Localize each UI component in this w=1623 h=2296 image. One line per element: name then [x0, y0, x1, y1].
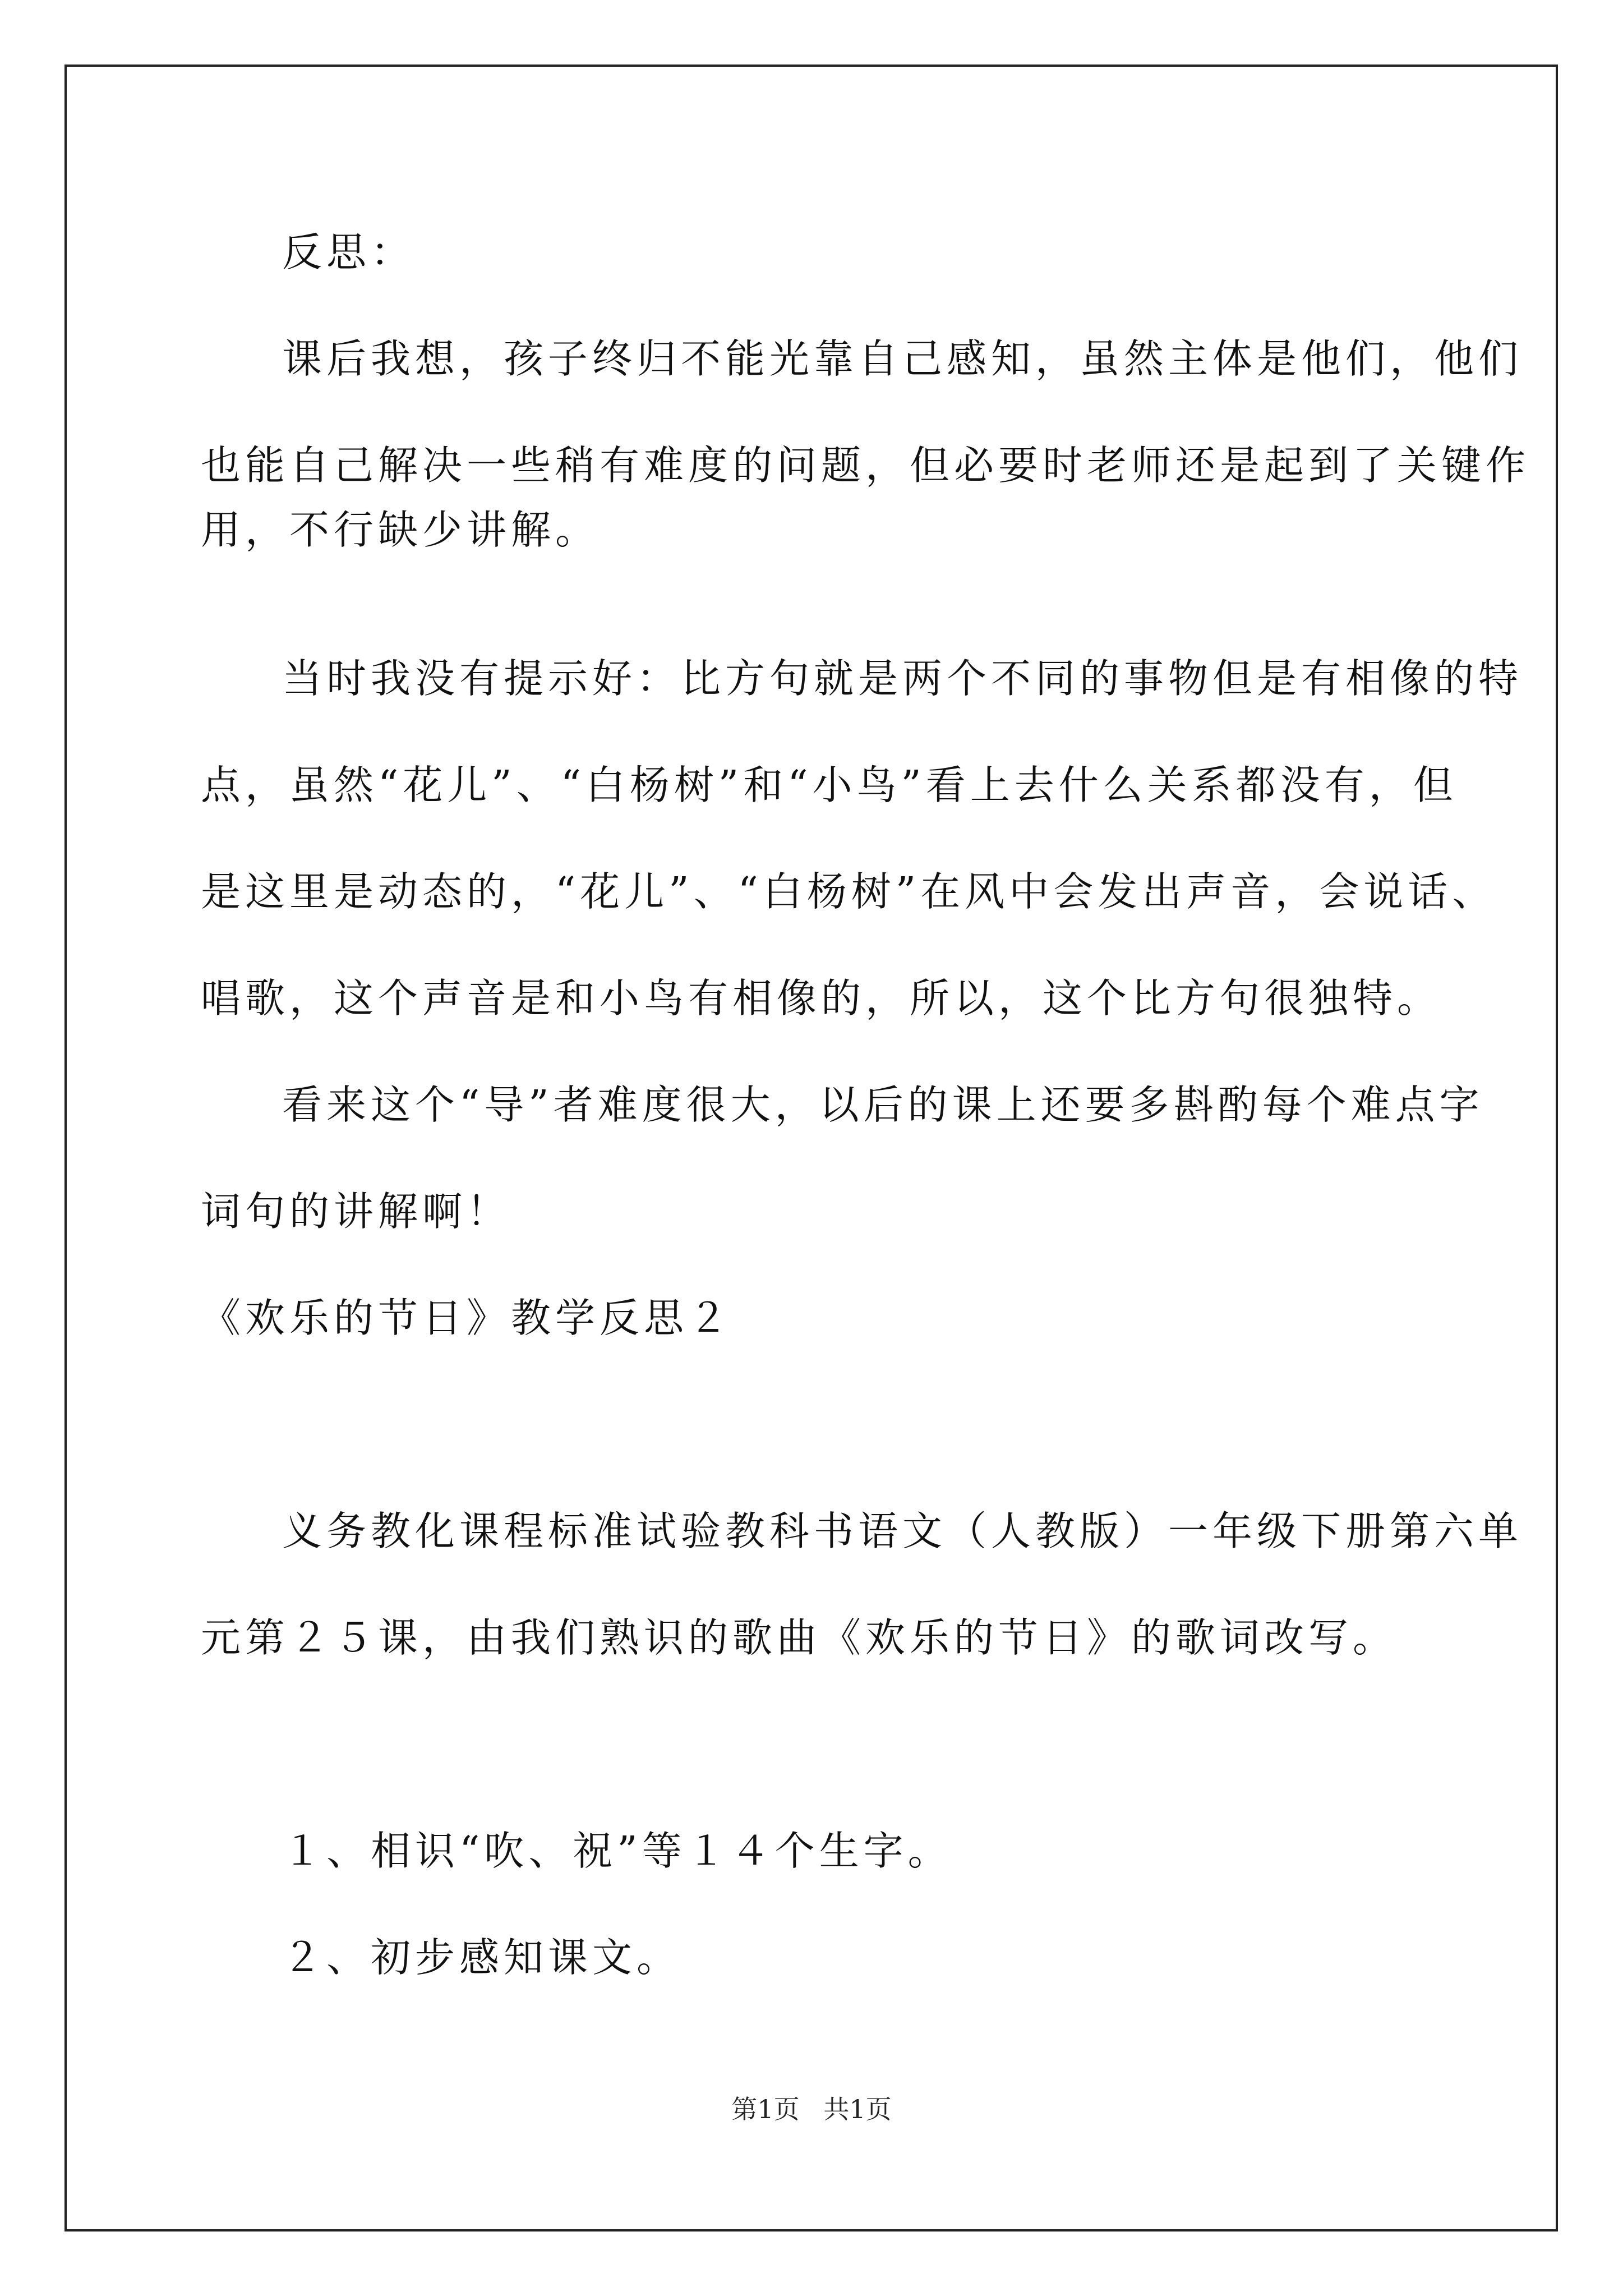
- paragraph-line: 课后我想，孩子终归不能光靠自己感知，虽然主体是他们，他们: [282, 335, 1523, 382]
- paragraph-line: 当时我没有提示好：比方句就是两个不同的事物但是有相像的特: [282, 655, 1523, 702]
- paragraph-line: 元第２５课，由我们熟识的歌曲《欢乐的节日》的歌词改写。: [201, 1614, 1398, 1661]
- paragraph-line: 也能自己解决一些稍有难度的问题，但必要时老师还是起到了关键作: [201, 442, 1530, 489]
- reflection-heading: 反思：: [282, 229, 416, 275]
- page-number: 第1页: [731, 2094, 800, 2124]
- paragraph-line: 看来这个“导”者难度很大，以后的课上还要多斟酌每个难点字: [282, 1082, 1484, 1128]
- list-item: ２、初步感知课文。: [282, 1934, 681, 1981]
- section-title: 《欢乐的节日》教学反思２: [201, 1295, 733, 1341]
- page-footer: [0, 2092, 1623, 2126]
- page-border: [64, 65, 1558, 2231]
- paragraph-line: 点，虽然“花儿”、“白杨树”和“小鸟”看上去什么关系都没有，但: [201, 762, 1458, 808]
- paragraph-line: 词句的讲解啊！: [201, 1188, 511, 1235]
- paragraph-line: 用，不行缺少讲解。: [201, 507, 600, 553]
- paragraph-line: 唱歌，这个声音是和小鸟有相像的，所以，这个比方句很独特。: [201, 975, 1442, 1022]
- paragraph-line: 是这里是动态的，“花儿”、“白杨树”在风中会发出声音，会说话、: [201, 868, 1497, 915]
- page-total: 共1页: [823, 2094, 892, 2124]
- paragraph-line: 义务教化课程标准试验教科书语文（人教版）一年级下册第六单: [282, 1508, 1523, 1554]
- list-item: １、相识“吹、祝”等１４个生字。: [282, 1828, 952, 1874]
